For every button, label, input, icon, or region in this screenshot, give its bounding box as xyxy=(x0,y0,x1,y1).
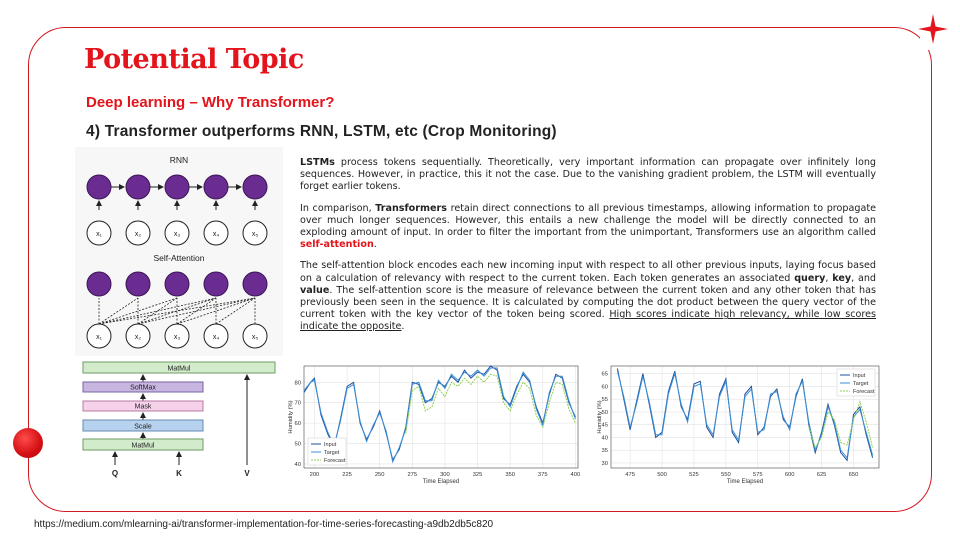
body-text xyxy=(300,157,876,343)
slide-title: Potential Topic xyxy=(84,44,304,75)
legend-entry: Input xyxy=(853,373,866,379)
legend-entry: Input xyxy=(324,442,337,448)
rnn-input-label: x₂ xyxy=(134,231,142,238)
x-axis-label: Time Elapsed xyxy=(422,479,460,485)
x-tick-label: 350 xyxy=(505,472,515,478)
attention-input-label: x₃ xyxy=(173,334,181,341)
attention-block-label: MatMul xyxy=(131,442,155,450)
attention-input-label: x₁ xyxy=(96,334,102,341)
attention-node xyxy=(243,272,267,296)
x-tick-label: 375 xyxy=(537,472,548,478)
attention-input-label: x₂ xyxy=(134,334,142,341)
y-axis-label: Humidity (%) xyxy=(288,400,294,434)
rnn-input-label: x₃ xyxy=(173,231,181,238)
attention-node xyxy=(165,272,189,296)
rnn-node xyxy=(204,175,228,199)
paragraph-lstm: LSTMs process tokens sequentially. Theoretically, very important information can propagate over infinitely long sequences. However, in practice, this it not the case. Due to the vanishing gradient problem, the LSTM will eventually forget earlier tokens. xyxy=(300,157,876,193)
rnn-label: RNN xyxy=(169,155,189,165)
rnn-node xyxy=(243,175,267,199)
attention-input-label: x₄ xyxy=(212,334,220,341)
attention-input-label: x₅ xyxy=(251,334,259,341)
legend-entry: Forecast xyxy=(324,458,346,464)
star-icon xyxy=(918,14,948,44)
x-tick-label: 625 xyxy=(816,472,827,478)
attention-block-label: SoftMax xyxy=(130,384,156,392)
x-tick-label: 475 xyxy=(625,472,635,478)
attention-node xyxy=(204,272,228,296)
red-circle-icon xyxy=(13,428,43,458)
series-target xyxy=(617,371,872,458)
y-tick-label: 40 xyxy=(601,435,608,442)
x-tick-label: 325 xyxy=(472,472,483,478)
self-attention-label: Self-Attention xyxy=(153,253,205,263)
attention-node xyxy=(126,272,150,296)
y-tick-label: 35 xyxy=(601,448,608,455)
rnn-node xyxy=(165,175,189,199)
x-tick-label: 275 xyxy=(407,472,418,478)
attention-block-label: Scale xyxy=(134,423,152,431)
paragraph-self-attention: The self-attention block encodes each new incoming input with respect to all other previous inputs, laying focus based on a calculation of relevancy with respect to the current token. Each token generates an associated query, key, and value. The self-attention score is the measure of relevance between the current token and any other token that has previously been seen in the sequence. It is calculated by computing the dot product between the query vector of the current token with the key vector of the token being scored. High scores indicate high relevancy, while low scores indicate the opposite. xyxy=(300,260,877,333)
y-tick-label: 40 xyxy=(294,461,301,468)
series-forecast xyxy=(406,374,576,433)
x-tick-label: 600 xyxy=(784,472,795,478)
rnn-attention-diagram xyxy=(75,147,283,356)
humidity-chart-2 xyxy=(593,360,885,485)
y-tick-label: 65 xyxy=(601,371,608,378)
legend-entry: Target xyxy=(853,381,869,387)
attention-input-v: V xyxy=(244,469,250,478)
y-tick-label: 50 xyxy=(294,441,301,448)
y-tick-label: 70 xyxy=(294,400,301,407)
rnn-input-label: x₄ xyxy=(212,231,220,238)
attention-block-label: Mask xyxy=(134,403,152,411)
attention-input-k: K xyxy=(176,469,182,478)
x-tick-label: 650 xyxy=(848,472,859,478)
section-heading: 4) Transformer outperforms RNN, LSTM, etc (Crop Monitoring) xyxy=(86,123,557,140)
x-tick-label: 575 xyxy=(752,472,763,478)
x-tick-label: 300 xyxy=(440,472,450,478)
x-tick-label: 200 xyxy=(309,472,320,478)
x-tick-label: 500 xyxy=(657,472,667,478)
attention-architecture-diagram xyxy=(75,360,283,484)
y-tick-label: 50 xyxy=(601,409,608,416)
y-tick-label: 60 xyxy=(601,384,608,391)
attention-input-q: Q xyxy=(111,469,119,478)
slide-subtitle: Deep learning – Why Transformer? xyxy=(86,94,335,111)
y-axis-label: Humidity (%) xyxy=(597,400,603,434)
paragraph-transformers: In comparison, Transformers retain direct connections to all previous timestamps, allowing information to propagate over much longer sequences. However, this entails a new challenge the model will be directly connected to an exploding amount of input. In order to filter the important from the unimportant, Transformers use an algorithm called self-attention. xyxy=(300,202,876,251)
x-tick-label: 225 xyxy=(342,472,352,478)
x-tick-label: 250 xyxy=(374,472,385,478)
attention-block-label: MatMul xyxy=(167,365,191,373)
x-axis-label: Time Elapsed xyxy=(726,479,764,485)
rnn-node xyxy=(87,175,111,199)
attention-node xyxy=(87,272,111,296)
rnn-input-label: x₁ xyxy=(96,231,102,238)
legend-entry: Target xyxy=(324,450,340,456)
series-input xyxy=(617,369,872,461)
y-tick-label: 30 xyxy=(601,460,608,467)
rnn-input-label: x₅ xyxy=(251,231,259,238)
y-tick-label: 55 xyxy=(601,397,608,404)
humidity-chart-1 xyxy=(284,360,584,485)
y-tick-label: 60 xyxy=(294,421,301,428)
rnn-node xyxy=(126,175,150,199)
y-tick-label: 45 xyxy=(601,422,608,429)
x-tick-label: 525 xyxy=(689,472,699,478)
source-url: https://medium.com/mlearning-ai/transformer-implementation-for-time-series-forecasting-a9db2db5c820 xyxy=(34,519,494,530)
y-tick-label: 80 xyxy=(294,380,301,387)
x-tick-label: 550 xyxy=(721,472,731,478)
x-tick-label: 400 xyxy=(570,472,581,478)
legend-entry: Forecast xyxy=(853,389,875,395)
